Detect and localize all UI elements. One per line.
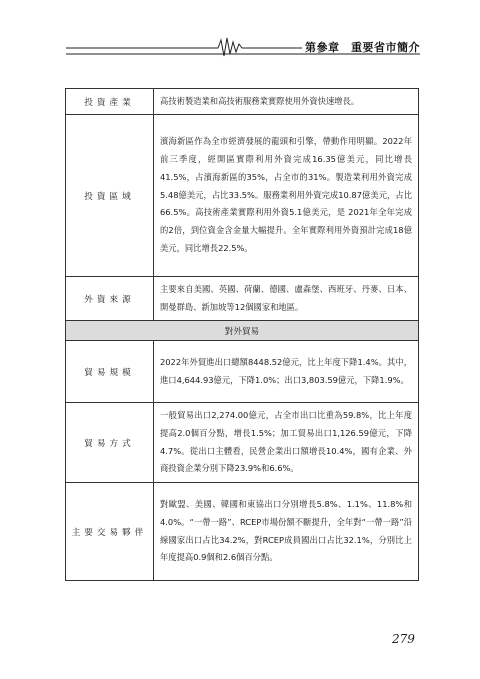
row-content-foreign-capital-source: 主要來自美國、英國、荷蘭、德國、盧森堡、西班牙、丹麥、日本、開曼群島、新加坡等12個國家和地區。 bbox=[154, 277, 419, 321]
table-row bbox=[66, 341, 419, 403]
row-label-investment-industry: 投資產業 bbox=[66, 89, 154, 115]
row-label-trade-scale: 貿易規模 bbox=[66, 341, 154, 403]
row-label-trade-mode: 貿易方式 bbox=[66, 403, 154, 483]
row-label-foreign-capital-source: 外資來源 bbox=[66, 277, 154, 321]
chapter-title: 第參章 重要省市簡介 bbox=[305, 41, 420, 54]
page-number: 279 bbox=[392, 632, 415, 646]
row-content-investment-industry: 高技術製造業和高技術服務業實際使用外資快速增長。 bbox=[154, 89, 419, 115]
info-table bbox=[65, 88, 419, 581]
row-content-trade-mode: 一般貿易出口2,274.00億元，占全市出口比重為59.8%，比上年度提高2.0個百分點，增長1.5%；加工貿易出口1,126.59億元，下降4.7%。從出口主體看，民營企業出口額增長10.4%，國有企業、外商投資企業分別下降23.9%和6.6%。 bbox=[154, 403, 419, 483]
running-header bbox=[66, 34, 420, 60]
row-content-trade-scale: 2022年外貿進出口總額8448.52億元，比上年度下降1.4%。其中，進口4,644.93億元，下降1.0%；出口3,803.59億元，下降1.9%。 bbox=[154, 341, 419, 403]
section-title-foreign-trade: 對外貿易 bbox=[66, 321, 419, 341]
row-content-trade-partners: 對歐盟、美國、韓國和東協出口分別增長5.8%、1.1%、11.8%和4.0%。“一帶一路”、RCEP市場份額不斷提升，全年對“一帶一路”沿線國家出口占比34.2%，對RCEP成員國出口占比32.1%，分別比上年度提高0.9個和2.6個百分點。 bbox=[154, 483, 419, 581]
section-row bbox=[66, 321, 419, 341]
table-row bbox=[66, 115, 419, 277]
row-label-trade-partners: 主要交易夥伴 bbox=[66, 483, 154, 581]
table-row bbox=[66, 483, 419, 581]
row-content-investment-region: 濱海新區作為全市經濟發展的龍頭和引擎，帶動作用明顯。2022年前三季度，經開區實際利用外資完成16.35億美元，同比增長41.5%，占濱海新區的35%，占全市的31%。製造業利用外資完成5.48億美元，占比33.5%。服務業利用外資完成10.87億美元，占比66.5%。高技術產業實際利用外資5.1億美元，是 2021年全年完成的2倍，到位資金含金量大幅提升。全年實際利用外資預計完成18億美元，同比增長22.5%。 bbox=[154, 115, 419, 277]
table-row bbox=[66, 403, 419, 483]
table-row bbox=[66, 89, 419, 115]
row-label-investment-region: 投資區域 bbox=[66, 115, 154, 277]
table-row bbox=[66, 277, 419, 321]
